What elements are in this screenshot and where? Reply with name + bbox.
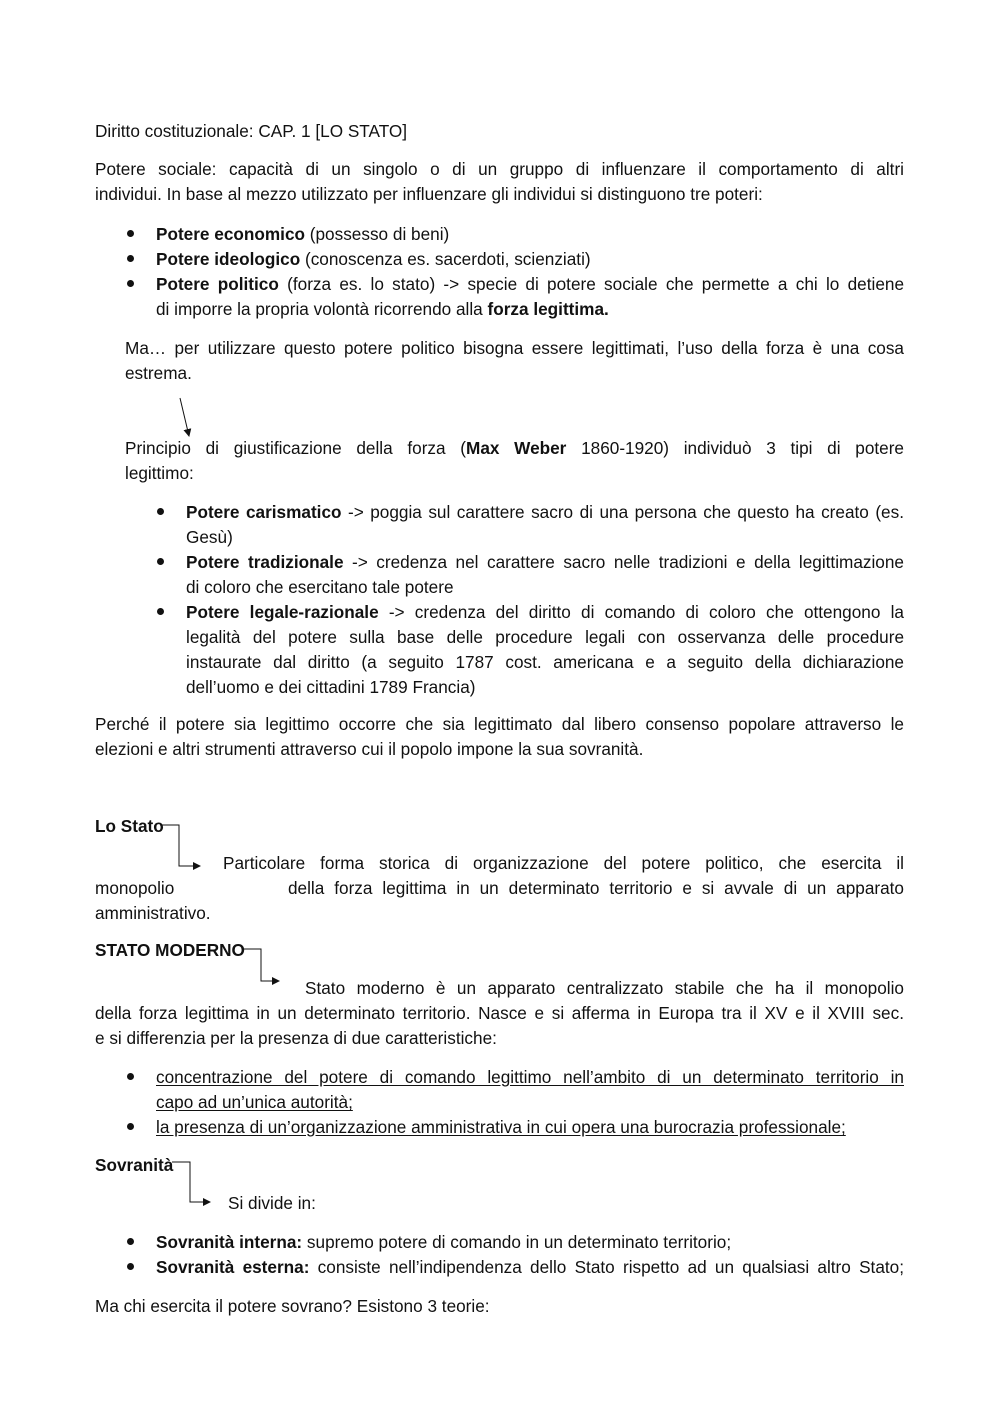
weber-tradizionale: Potere tradizionale -> credenza nel carattere sacro nelle tradizioni e della legittimazione [186,552,904,572]
lo-stato-title: Lo Stato [95,816,164,836]
power-politico: Potere politico (forza es. lo stato) -> specie di potere sociale che permette a chi lo detiene [156,274,905,294]
domanda: Ma chi esercita il potere sovrano? Esistono 3 teorie: [95,1296,490,1316]
intro-line-2: individui. In base al mezzo utilizzato per influenzare gli individui si distinguono tre poteri: [95,184,763,204]
principio-line-2: legittimo: [125,463,194,483]
perche-line-2: elezioni e altri strumenti attraverso cui il popolo impone la sua sovranità. [95,739,644,759]
stato-moderno-line-1: Stato moderno è un apparato centralizzato stabile che ha il monopolio [305,978,904,998]
caratteristica-1-line-2: capo ad un’unica autorità; [156,1092,353,1112]
power-economico: Potere economico (possesso di beni) [156,224,450,244]
stato-moderno-line-2: della forza legittima in un determinato territorio. Nasce e si afferma in Europa tra il XV e il XVIII sec. [95,1003,904,1023]
sovranita-interna: Sovranità interna: supremo potere di comando in un determinato territorio; [156,1232,732,1252]
elbow-arrow-icon [172,1162,210,1202]
sovranita-divide: Si divide in: [228,1193,316,1213]
lo-stato-line-1: Particolare forma storica di organizzazione del potere politico, che esercita il [223,853,904,873]
weber-legale-line-2: legalità del potere sulla base delle procedure legali con osservanza delle procedure [186,627,904,647]
elbow-arrow-icon [160,825,200,866]
elbow-arrow-icon [242,949,279,981]
weber-legale-line-3: instaurate dal diritto (a seguito 1787 cost. americana e a seguito della dichiarazione [186,652,904,672]
weber-carismatico: Potere carismatico -> poggia sul carattere sacro di una persona che questo ha creato (es. [186,502,904,522]
ma-line-1: Ma… per utilizzare questo potere politico bisogna essere legittimati, l’uso della forza è una cosa [125,338,904,358]
sovranita-title: Sovranità [95,1155,174,1175]
power-ideologico: Potere ideologico (conoscenza es. sacerdoti, scienziati) [156,249,591,269]
stato-moderno-title: STATO MODERNO [95,940,245,960]
down-arrow-icon [180,398,189,436]
ma-line-2: estrema. [125,363,192,383]
weber-tradizionale-line-2: di coloro che esercitano tale potere [186,577,454,597]
caratteristica-1: concentrazione del potere di comando legittimo nell’ambito di un determinato territorio in [156,1067,904,1087]
lo-stato-line-2: della forza legittima in un determinato territorio e si avvale di un apparato [288,878,904,898]
sovranita-esterna: Sovranità esterna: consiste nell’indipendenza dello Stato rispetto ad un qualsiasi altro Stato; [156,1257,904,1277]
weber-legale: Potere legale-razionale -> credenza del diritto di comando di coloro che ottengono la [186,602,904,622]
intro-line-1: Potere sociale: capacità di un singolo o di un gruppo di influenzare il comportamento di altri [95,159,904,179]
page-heading: Diritto costituzionale: CAP. 1 [LO STATO] [95,121,408,141]
caratteristica-2: la presenza di un’organizzazione amministrativa in cui opera una burocrazia professionale; [156,1117,846,1137]
lo-stato-monopolio: monopolio [95,878,175,898]
weber-carismatico-line-2: Gesù) [186,527,233,547]
power-politico-line-2: di imporre la propria volontà ricorrendo alla forza legittima. [156,299,609,319]
stato-moderno-line-3: e si differenzia per la presenza di due caratteristiche: [95,1028,497,1048]
lo-stato-line-3: amministrativo. [95,903,211,923]
weber-legale-line-4: dell’uomo e dei cittadini 1789 Francia) [186,677,476,697]
perche-line-1: Perché il potere sia legittimo occorre che sia legittimato dal libero consenso popolare attraverso le [95,714,904,734]
principio-line-1: Principio di giustificazione della forza (Max Weber 1860-1920) individuò 3 tipi di potere [125,438,904,458]
